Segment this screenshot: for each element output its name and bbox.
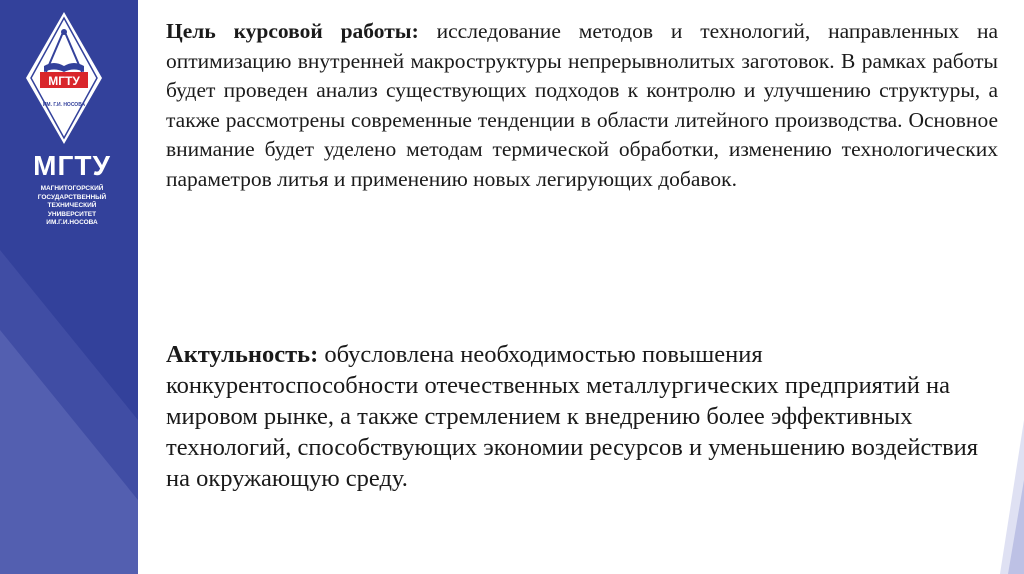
relevance-label: Актульность: [166, 341, 319, 368]
university-emblem-icon [24, 10, 104, 150]
goal-paragraph [166, 17, 998, 195]
logo-subtitle-line: ТЕХНИЧЕСКИЙ [47, 202, 97, 209]
right-decoration [1000, 0, 1024, 574]
svg-text:ИМ. Г.И. НОСОВА: ИМ. Г.И. НОСОВА [42, 102, 86, 108]
logo-subtitle-line: УНИВЕРСИТЕТ [47, 210, 97, 218]
logo-subtitle-line: МАГНИТОГОРСКИЙ [40, 185, 104, 192]
logo-title: МГТУ [33, 150, 111, 181]
relevance-text: обусловлена необходимостью повышения конкурентоспособности отечественных металлургических предприятий на мировом рынке, а также стремлением к внедрению более эффективных технологий, способствующих экономии ресурсов и уменьшению воздействия на окружающую среду. [166, 341, 979, 492]
sidebar [0, 0, 138, 574]
goal-label: Цель курсовой работы: [166, 19, 419, 43]
goal-text: исследование методов и технологий, направленных на оптимизацию внутренней макроструктуры непрерывнолитых заготовок. В рамках работы будет проведен анализ существующих подходов к контролю и улучшению структуры, а также рассмотрены современные тенденции в области литейного производства. Основное внимание будет уделено методам термической обработки, изменению технологических параметров литья и применению новых легирующих добавок. [166, 19, 998, 191]
logo-text [22, 150, 122, 228]
relevance-paragraph [166, 339, 998, 494]
logo-subtitle-line: ИМ.Г.И.НОСОВА [46, 219, 98, 226]
logo-subtitle-line: ГОСУДАРСТВЕННЫЙ [37, 193, 107, 201]
logo-subtitle [22, 185, 122, 228]
svg-text:МГТУ: МГТУ [48, 74, 80, 88]
